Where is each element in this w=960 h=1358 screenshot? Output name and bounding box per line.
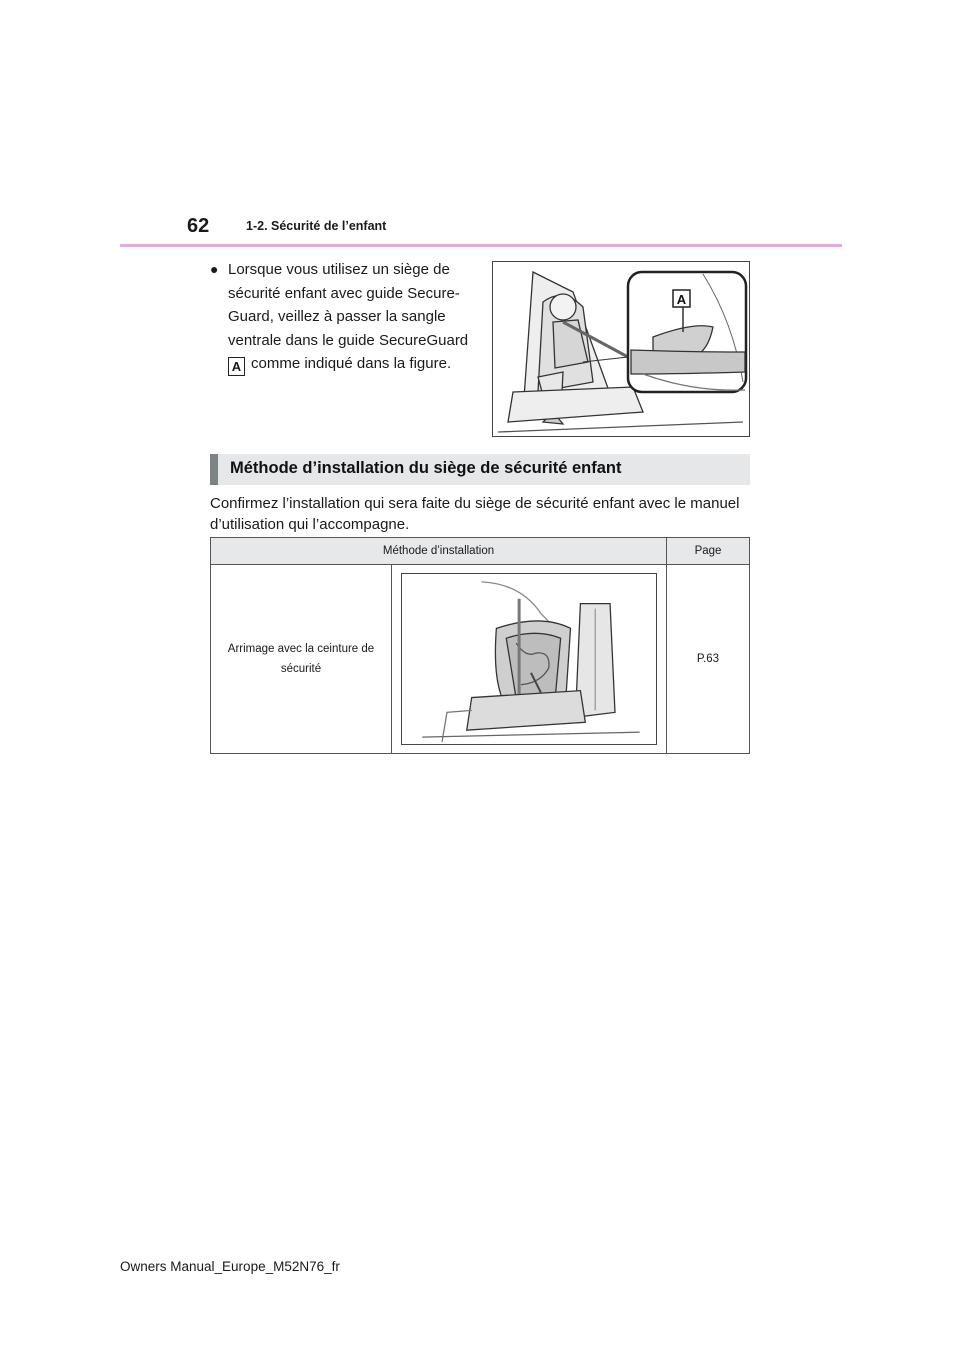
header-divider <box>120 244 842 247</box>
footer-manual-id: Owners Manual_Europe_M52N76_fr <box>120 1259 340 1274</box>
installation-method-table <box>210 537 750 754</box>
bullet-text-5: comme indiqué dans la figure. <box>251 355 452 372</box>
method-cell: Arrimage avec la ceinture de sécurité <box>211 565 392 754</box>
page-cell: P.63 <box>667 565 750 754</box>
bullet-line <box>210 282 480 306</box>
intro-paragraph: Confirmez l’installation qui sera faite du siège de sécurité enfant avec le manuel d’utilisation qui l’accompagne. <box>210 495 740 533</box>
bullet-line <box>210 329 480 353</box>
callout-label-a: A <box>228 357 245 376</box>
column-header-method: Méthode d’installation <box>211 538 667 565</box>
bullet-paragraph <box>210 258 480 376</box>
child-seat-secureguard-illustration <box>493 262 749 436</box>
section-heading <box>210 454 750 485</box>
bullet-text-1: Lorsque vous utilisez un siège de <box>228 261 450 278</box>
secureguard-figure <box>492 261 750 437</box>
bullet-text-2: sécurité enfant avec guide Secure- <box>228 284 460 302</box>
table-header-row <box>211 538 750 565</box>
bullet-line <box>210 258 480 282</box>
bullet-line <box>210 352 480 376</box>
child-seat-seatbelt-illustration <box>401 573 657 745</box>
bullet-dot-icon: ● <box>210 261 219 277</box>
bullet-line <box>210 305 480 329</box>
bullet-text-4: ventrale dans le guide SecureGuard <box>228 331 469 349</box>
figure-label-a: A <box>676 292 687 307</box>
column-header-page: Page <box>667 538 750 565</box>
section-heading-title: Méthode d’installation du siège de sécurité enfant <box>230 459 622 477</box>
bullet-text-3: Guard, veillez à passer la sangle <box>228 308 446 325</box>
section-header: 1-2. Sécurité de l’enfant <box>246 219 387 233</box>
table-row <box>211 565 750 754</box>
page-number: 62 <box>187 215 210 237</box>
figure-cell <box>392 565 667 754</box>
